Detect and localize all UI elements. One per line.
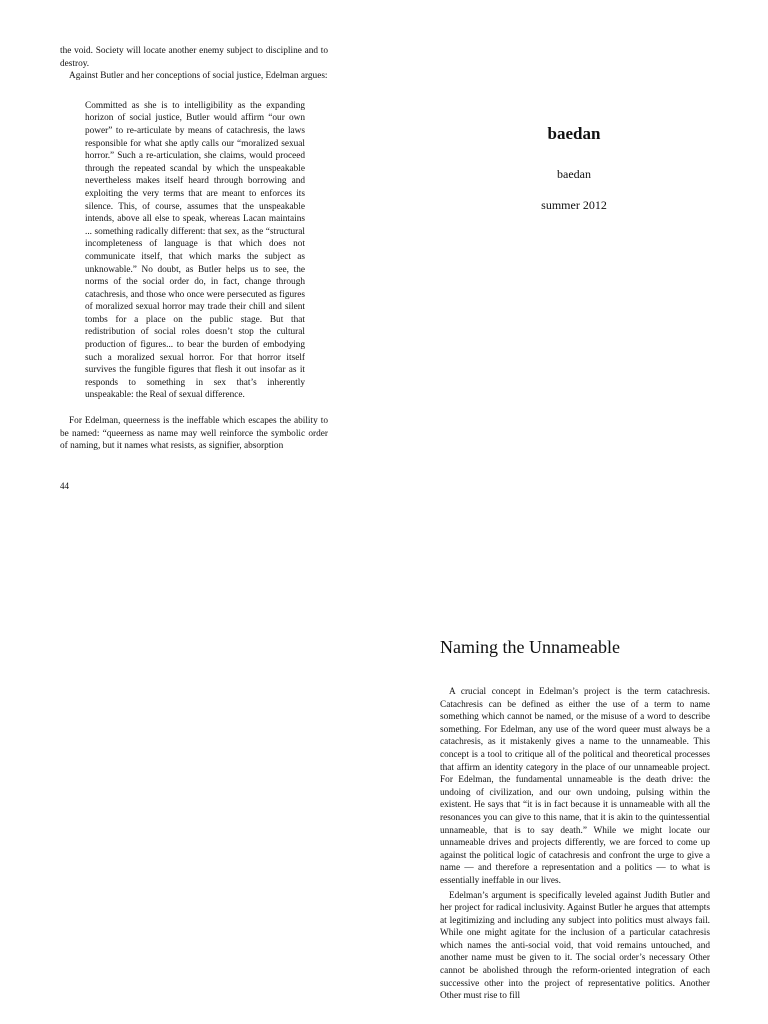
title-block bbox=[440, 124, 708, 213]
date: summer 2012 bbox=[541, 198, 607, 212]
paragraph: the void. Society will locate another enemy subject to discipline and to destroy. bbox=[60, 46, 328, 69]
paragraph: Edelman’s argument is specifically leveled against Judith Butler and her project for radical inclusivity. Against Butler he argues that attempts at legitimizing and including any subject into politics must always fail. While one might agitate for the inclusion of a particular catachresis which names the anti-social void, that void remains untouched, and another name must be given to it. The social order’s necessary Other cannot be abolished through the reform-oriented integration of each successive other into the project of representative politics. Another Other must rise to fill bbox=[440, 890, 710, 1002]
section-heading: Naming the Unnameable bbox=[440, 637, 620, 657]
document-title: baedan bbox=[547, 124, 601, 143]
paragraph: A crucial concept in Edelman’s project is the term catachresis. Catachresis can be defined as either the use of a term to name something which cannot be named, or the misuse of a word to describe something. For Edelman, any use of the word queer must always be a catachresis, as it mistakenly gives a name to the unnameable. This concept is a tool to critique all of the political and theoretical processes that affirm an identity category in the place of our unnameable project. For Edelman, the fundamental unnameable is the death drive: the undoing of civilization, and our own undoing, pulsing within the existent. He says that “it is in fact because it is unnameable with all the resonances you can give to this name, that it is akin to the quintessential unnameable, that is to say death.” While we might locate our unnameable drives and projects differently, we are forced to come up against the political logic of catachresis and confront the urge to give a name — and therefore a representation and a politics — to what is essentially ineffable in our lives. bbox=[440, 687, 710, 886]
right-page-text bbox=[440, 686, 710, 1005]
author: baedan bbox=[557, 167, 591, 181]
paragraph: Against Butler and her conceptions of social justice, Edelman argues: bbox=[69, 71, 328, 82]
paragraph: For Edelman, queerness is the ineffable which escapes the ability to be named: “queerness as name may well reinforce the symbolic order of naming, but it names what resists, as signifier, absorption bbox=[60, 416, 328, 452]
block-quote: Committed as she is to intelligibility as the expanding horizon of social justice, Butler would affirm “our own power” to re-articulate by means of catachresis, the laws responsible for what she aptly calls our “moralized sexual horror.” Such a re-articulation, she claims, would proceed through the repeated scandal by which the unspeakable nevertheless makes itself heard through borrowing and exploiting the very terms that are meant to enforces its silence. This, of course, assumes that the unspeakable intends, above all else to speak, whereas Lacan maintains ... something radically different: that sex, as the “structural incompleteness of language is that which does not communicate itself, that which marks the subject as unknowable.” No doubt, as Butler helps us to see, the norms of the social order do, in fact, change through catachresis, and those who once were persecuted as figures of moralized sexual horror may trade their chill and silent tombs for a place on the public stage. But that redistribution of social roles doesn’t stop the cultural production of figures... to bear the burden of embodying such a moralized sexual horror. For that horror itself survives the fungible figures that flesh it out insofar as it responds to something in sex that’s inherently unspeakable: the Real of sexual difference. bbox=[85, 100, 305, 401]
left-page-text bbox=[60, 45, 328, 453]
page-number: 44 bbox=[60, 481, 69, 491]
